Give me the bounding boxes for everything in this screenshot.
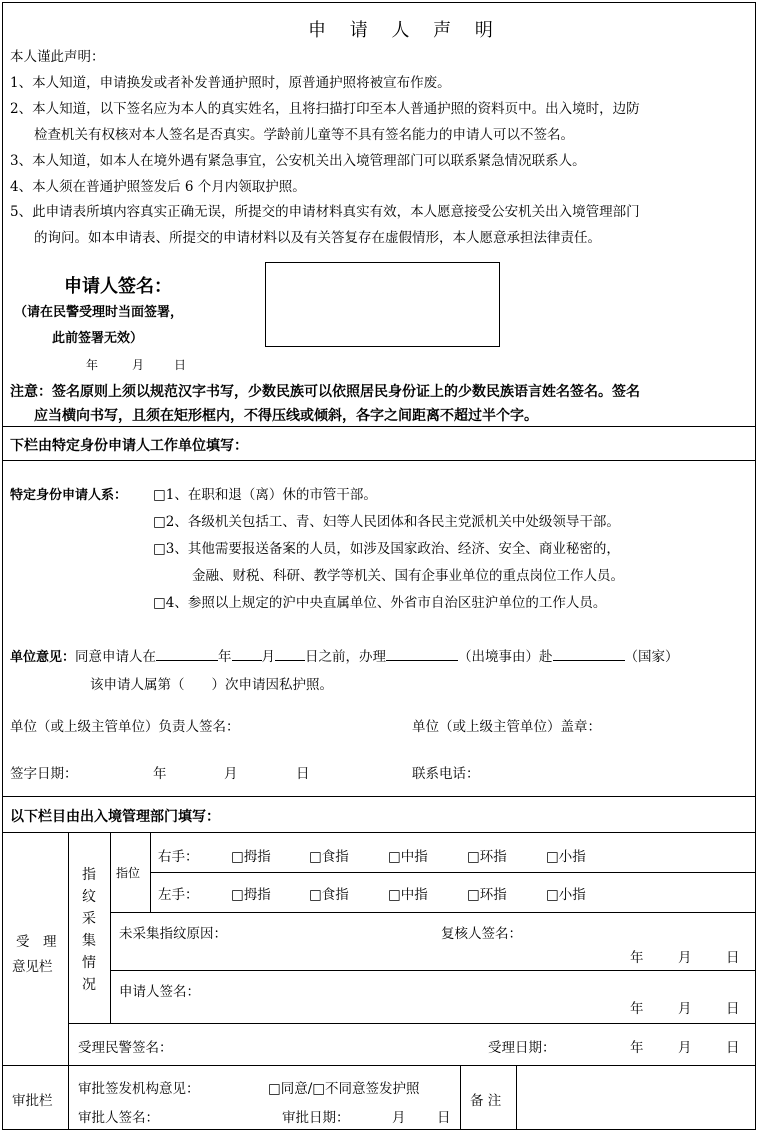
left-little-checkbox[interactable]: □小指 <box>546 887 586 903</box>
sign-date-year: 年 <box>153 766 167 782</box>
accept-year: 年 <box>630 1040 644 1056</box>
left-ring-checkbox[interactable]: □环指 <box>467 887 507 903</box>
no-fingerprint-reason-label: 未采集指纹原因： <box>119 926 227 942</box>
approve-month: 月 <box>392 1110 406 1126</box>
signature-day: 日 <box>174 358 187 372</box>
category-option-4[interactable]: □4、参照以上规定的沪中央直属单位、外省市自治区驻沪单位的工作人员。 <box>153 595 607 611</box>
month-field[interactable] <box>232 646 262 661</box>
unit-opinion-label: 单位意见： <box>10 650 76 665</box>
sign-date-month: 月 <box>224 766 238 782</box>
review-month: 月 <box>678 950 692 966</box>
accept-day: 日 <box>726 1040 740 1056</box>
declaration-item-4: 4、本人须在普通护照签发后 6 个月内领取护照。 <box>10 179 306 195</box>
opinion-day: 日之前，办理 <box>305 649 387 665</box>
right-ring-checkbox[interactable]: □环指 <box>467 849 507 865</box>
divider <box>68 1065 69 1130</box>
country-field[interactable] <box>553 646 625 661</box>
left-middle-checkbox[interactable]: □中指 <box>388 887 428 903</box>
sign-date-label: 签字日期： <box>10 766 78 782</box>
seal-label: 单位（或上级主管单位）盖章： <box>412 719 601 735</box>
divider <box>2 426 756 427</box>
category-option-3[interactable]: □3、其他需要报送备案的人员，如涉及国家政治、经济、安全、商业秘密的， <box>153 541 620 557</box>
declaration-item-2-cont: 检查机关有权核对本人签名是否真实。学龄前儿童等不具有签名能力的申请人可以不签名。 <box>34 127 574 143</box>
review-year: 年 <box>630 950 644 966</box>
work-unit-header: 下栏由特定身份申请人工作单位填写： <box>10 438 248 454</box>
sign-date-day: 日 <box>296 766 310 782</box>
year-field[interactable] <box>156 646 218 661</box>
right-middle-checkbox[interactable]: □中指 <box>388 849 428 865</box>
fingerprint-label: 指纹采集情况 <box>82 867 96 993</box>
reviewer-sign-label: 复核人签名： <box>441 926 522 942</box>
applicant-sign-day: 日 <box>726 1001 740 1017</box>
notice-line-2: 应当横向书写，且须在矩形框内，不得压线或倾斜，各字之间距离不超过半个字。 <box>34 408 538 424</box>
opinion-month: 月 <box>261 649 276 665</box>
declaration-item-5: 5、此申请表所填内容真实正确无误，所提交的申请材料真实有效，本人愿意接受公安机关出入境管理部门 <box>10 204 640 220</box>
left-thumb-checkbox[interactable]: □拇指 <box>231 887 271 903</box>
leader-sign-label: 单位（或上级主管单位）负责人签名： <box>10 719 240 735</box>
divider <box>2 460 756 461</box>
opinion-country: （国家） <box>624 649 679 665</box>
signature-box[interactable] <box>265 262 500 347</box>
declaration-item-2: 2、本人知道，以下签名应为本人的真实姓名，且将扫描打印至本人普通护照的资料页中。出入境时，边防 <box>10 101 640 117</box>
signature-month: 月 <box>132 358 145 372</box>
day-field[interactable] <box>275 646 305 661</box>
finger-label: 指位 <box>116 866 141 880</box>
divider <box>110 832 111 1023</box>
acceptance-label: 受 理 <box>16 934 57 950</box>
declaration-intro: 本人谨此声明： <box>10 49 105 65</box>
left-index-checkbox[interactable]: □食指 <box>309 887 349 903</box>
opinion-year: 年 <box>218 649 232 665</box>
opinion-line-2: 该申请人属第（ ）次申请因私护照。 <box>90 677 333 693</box>
opinion-text-a: 同意申请人在 <box>75 649 157 665</box>
right-little-checkbox[interactable]: □小指 <box>546 849 586 865</box>
approver-sign-label: 审批人签名： <box>78 1110 159 1126</box>
right-index-checkbox[interactable]: □食指 <box>309 849 349 865</box>
applicant-sign-month: 月 <box>678 1001 692 1017</box>
right-hand-label: 右手： <box>158 849 199 865</box>
category-option-2[interactable]: □2、各级机关包括工、青、妇等人民团体和各民主党派机关中处级领导干部。 <box>153 514 620 530</box>
category-label: 特定身份申请人系： <box>10 488 128 503</box>
approval-org-opinion: 审批签发机构意见： <box>78 1081 200 1097</box>
form-title: 申 请 人 声 明 <box>308 20 502 41</box>
signature-year: 年 <box>86 358 99 372</box>
right-thumb-checkbox[interactable]: □拇指 <box>231 849 271 865</box>
signature-note-2: 此前签署无效） <box>52 331 144 346</box>
approval-label: 审批栏 <box>12 1093 53 1109</box>
divider <box>68 832 69 1065</box>
unit-opinion-line <box>10 645 679 665</box>
exit-entry-header: 以下栏目由出入境管理部门填写： <box>10 809 220 825</box>
divider <box>516 1065 517 1130</box>
divider <box>150 872 756 873</box>
declaration-item-3: 3、本人知道，如本人在境外遇有紧急事宜，公安机关出入境管理部门可以联系紧急情况联系人。 <box>10 153 586 169</box>
declaration-item-1: 1、本人知道，申请换发或者补发普通护照时，原普通护照将被宣布作废。 <box>10 75 451 91</box>
divider <box>110 970 756 971</box>
declaration-item-5-cont: 的询问。如本申请表、所提交的申请材料以及有关答复存在虚假情形，本人愿意承担法律责任。 <box>34 230 601 246</box>
remarks-label: 备 注 <box>470 1093 502 1109</box>
category-option-3-cont: 金融、财税、科研、教学等机关、国有企事业单位的重点岗位工作人员。 <box>192 568 624 584</box>
signature-note-1: （请在民警受理时当面签署， <box>14 305 184 320</box>
divider <box>2 796 756 797</box>
exit-reason-field[interactable] <box>386 646 458 661</box>
notice-line-1: 注意：签名原则上须以规范汉字书写，少数民族可以依照居民身份证上的少数民族语言姓名签名。签名 <box>10 384 640 400</box>
police-sign-label: 受理民警签名： <box>78 1040 173 1056</box>
applicant-sign-label: 申请人签名： <box>119 984 200 1000</box>
review-day: 日 <box>726 950 740 966</box>
divider <box>2 1065 756 1066</box>
divider <box>2 832 756 833</box>
approve-date-label: 审批日期： <box>282 1110 350 1126</box>
category-option-1[interactable]: □1、在职和退（离）休的市管干部。 <box>153 487 377 503</box>
accept-month: 月 <box>678 1040 692 1056</box>
phone-label: 联系电话： <box>412 766 480 782</box>
approval-choice[interactable]: □同意/□不同意签发护照 <box>268 1081 420 1097</box>
acceptance-label-2: 意见栏 <box>12 959 53 975</box>
left-hand-label: 左手： <box>158 887 199 903</box>
accept-date-label: 受理日期： <box>488 1040 556 1056</box>
applicant-sign-year: 年 <box>630 1001 644 1017</box>
opinion-reason: （出境事由）赴 <box>458 649 553 665</box>
divider <box>68 1023 756 1024</box>
approve-day: 日 <box>437 1110 451 1126</box>
divider <box>110 912 756 913</box>
signature-label: 申请人签名： <box>64 276 172 297</box>
divider <box>460 1065 461 1130</box>
